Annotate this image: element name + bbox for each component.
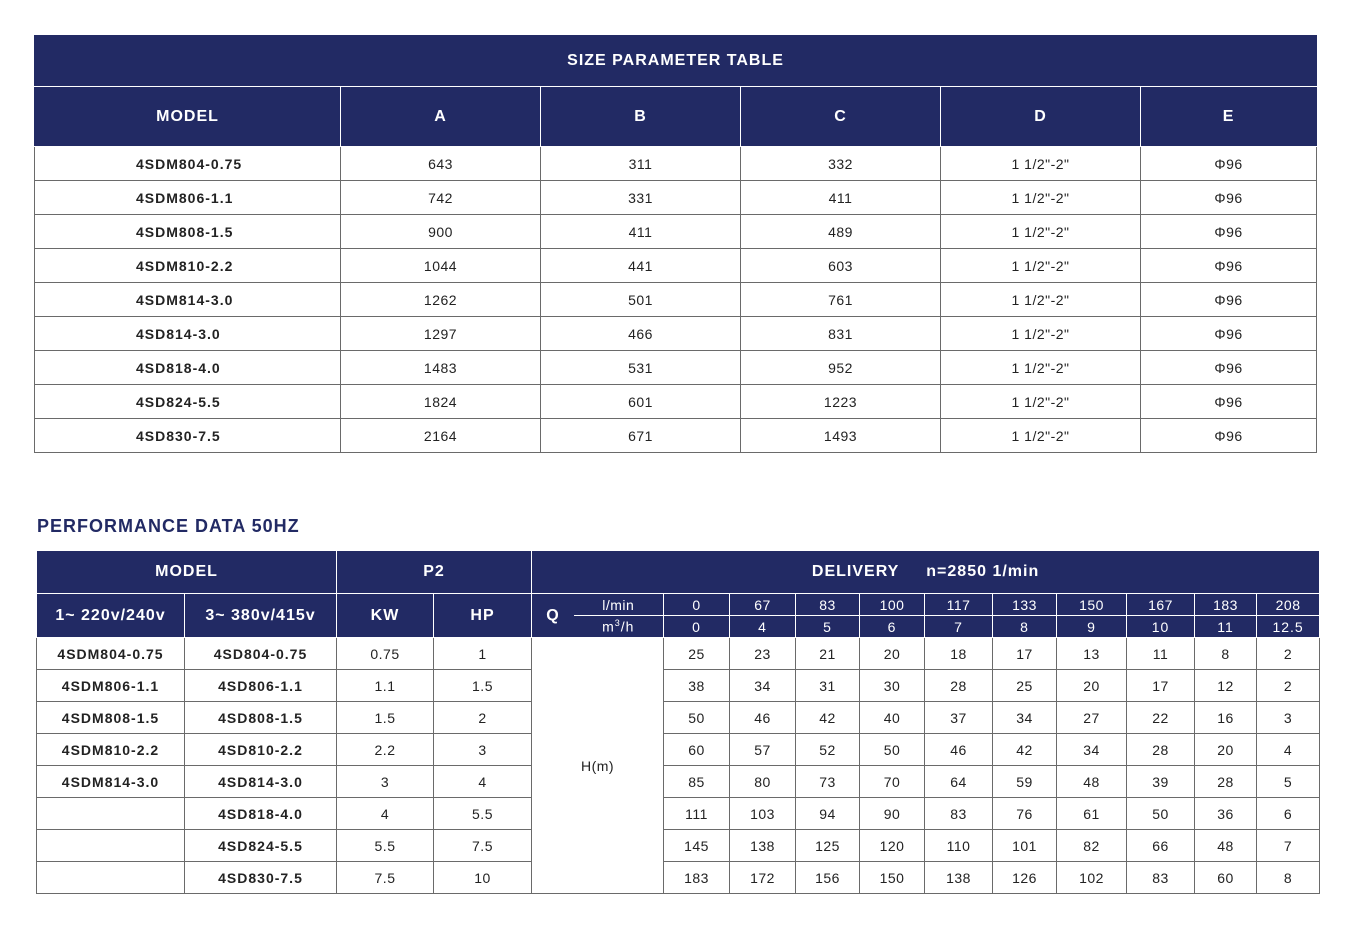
- head-value-cell: 7: [1257, 830, 1320, 862]
- single-phase-model-cell: 4SDM806-1.1: [37, 670, 185, 702]
- m3h-value: 6: [860, 616, 925, 638]
- column-header-a: A: [341, 87, 541, 147]
- head-value-cell: 31: [796, 670, 860, 702]
- head-value-cell: 126: [993, 862, 1057, 894]
- e-cell: Φ96: [1141, 419, 1317, 453]
- e-cell: Φ96: [1141, 351, 1317, 385]
- head-value-cell: 28: [925, 670, 993, 702]
- head-value-cell: 23: [730, 638, 796, 670]
- model-cell: 4SD818-4.0: [35, 351, 341, 385]
- head-value-cell: 11: [1127, 638, 1195, 670]
- q-label: Q: [532, 594, 574, 638]
- head-value-cell: 16: [1195, 702, 1257, 734]
- unit-m3h-superscript: 3: [614, 618, 621, 629]
- table-row: [37, 734, 1320, 766]
- three-phase-model-cell: 4SD818-4.0: [185, 798, 337, 830]
- a-cell: 1297: [341, 317, 541, 351]
- head-value-cell: 6: [1257, 798, 1320, 830]
- d-cell: 1 1/2"-2": [941, 147, 1141, 181]
- head-value-cell: 145: [664, 830, 730, 862]
- lmin-header-row: [37, 594, 1320, 616]
- c-cell: 761: [741, 283, 941, 317]
- kw-cell: 7.5: [337, 862, 434, 894]
- c-cell: 1493: [741, 419, 941, 453]
- a-cell: 1044: [341, 249, 541, 283]
- hp-cell: 10: [434, 862, 532, 894]
- single-phase-model-cell: [37, 798, 185, 830]
- head-label: H(m): [532, 638, 664, 894]
- head-value-cell: 37: [925, 702, 993, 734]
- head-value-cell: 20: [860, 638, 925, 670]
- kw-header: KW: [337, 594, 434, 638]
- single-phase-model-cell: 4SDM804-0.75: [37, 638, 185, 670]
- table-row: [35, 215, 1317, 249]
- lmin-value: 183: [1195, 594, 1257, 616]
- size-table-header-row: [35, 87, 1317, 147]
- e-cell: Φ96: [1141, 215, 1317, 249]
- head-value-cell: 25: [993, 670, 1057, 702]
- head-value-cell: 28: [1127, 734, 1195, 766]
- head-value-cell: 4: [1257, 734, 1320, 766]
- head-value-cell: 21: [796, 638, 860, 670]
- head-value-cell: 150: [860, 862, 925, 894]
- c-cell: 952: [741, 351, 941, 385]
- d-cell: 1 1/2"-2": [941, 283, 1141, 317]
- head-value-cell: 22: [1127, 702, 1195, 734]
- table-row: [35, 385, 1317, 419]
- table-row: [35, 283, 1317, 317]
- head-value-cell: 85: [664, 766, 730, 798]
- a-cell: 643: [341, 147, 541, 181]
- table-row: [37, 638, 1320, 670]
- table-row: [37, 766, 1320, 798]
- e-cell: Φ96: [1141, 147, 1317, 181]
- head-value-cell: 70: [860, 766, 925, 798]
- table-row: [37, 830, 1320, 862]
- m3h-value: 4: [730, 616, 796, 638]
- b-cell: 501: [541, 283, 741, 317]
- head-value-cell: 3: [1257, 702, 1320, 734]
- head-value-cell: 2: [1257, 638, 1320, 670]
- head-value-cell: 28: [1195, 766, 1257, 798]
- head-value-cell: 50: [1127, 798, 1195, 830]
- d-cell: 1 1/2"-2": [941, 419, 1141, 453]
- b-cell: 331: [541, 181, 741, 215]
- head-value-cell: 50: [860, 734, 925, 766]
- head-value-cell: 27: [1057, 702, 1127, 734]
- head-value-cell: 76: [993, 798, 1057, 830]
- d-cell: 1 1/2"-2": [941, 317, 1141, 351]
- b-cell: 311: [541, 147, 741, 181]
- single-phase-model-cell: [37, 862, 185, 894]
- kw-cell: 2.2: [337, 734, 434, 766]
- head-value-cell: 125: [796, 830, 860, 862]
- size-table-title: SIZE PARAMETER TABLE: [35, 36, 1317, 87]
- head-value-cell: 110: [925, 830, 993, 862]
- head-value-cell: 82: [1057, 830, 1127, 862]
- head-value-cell: 83: [1127, 862, 1195, 894]
- head-value-cell: 30: [860, 670, 925, 702]
- model-cell: 4SD814-3.0: [35, 317, 341, 351]
- performance-header-row: [37, 551, 1320, 594]
- m3h-value: 11: [1195, 616, 1257, 638]
- head-value-cell: 13: [1057, 638, 1127, 670]
- head-value-cell: 101: [993, 830, 1057, 862]
- head-value-cell: 60: [664, 734, 730, 766]
- column-header-model: MODEL: [35, 87, 341, 147]
- head-value-cell: 20: [1195, 734, 1257, 766]
- a-cell: 1824: [341, 385, 541, 419]
- c-cell: 332: [741, 147, 941, 181]
- size-parameter-table: [34, 35, 1317, 453]
- unit-m3h: [574, 616, 664, 638]
- c-cell: 831: [741, 317, 941, 351]
- table-row: [35, 419, 1317, 453]
- head-value-cell: 46: [925, 734, 993, 766]
- head-value-cell: 48: [1195, 830, 1257, 862]
- head-value-cell: 73: [796, 766, 860, 798]
- single-phase-model-cell: 4SDM814-3.0: [37, 766, 185, 798]
- table-row: [35, 317, 1317, 351]
- d-cell: 1 1/2"-2": [941, 249, 1141, 283]
- head-value-cell: 94: [796, 798, 860, 830]
- hp-cell: 2: [434, 702, 532, 734]
- single-phase-header: 1~ 220v/240v: [37, 594, 185, 638]
- performance-heading: PERFORMANCE DATA 50HZ: [37, 516, 300, 536]
- head-value-cell: 66: [1127, 830, 1195, 862]
- kw-cell: 0.75: [337, 638, 434, 670]
- a-cell: 1262: [341, 283, 541, 317]
- c-cell: 603: [741, 249, 941, 283]
- three-phase-header: 3~ 380v/415v: [185, 594, 337, 638]
- b-cell: 531: [541, 351, 741, 385]
- head-value-cell: 8: [1257, 862, 1320, 894]
- table-row: [35, 249, 1317, 283]
- model-cell: 4SDM814-3.0: [35, 283, 341, 317]
- lmin-value: 167: [1127, 594, 1195, 616]
- a-cell: 742: [341, 181, 541, 215]
- m3h-value: 7: [925, 616, 993, 638]
- c-cell: 1223: [741, 385, 941, 419]
- head-value-cell: 120: [860, 830, 925, 862]
- lmin-value: 133: [993, 594, 1057, 616]
- b-cell: 441: [541, 249, 741, 283]
- column-header-e: E: [1141, 87, 1317, 147]
- unit-m3h-tail: /h: [620, 618, 635, 635]
- table-row: [35, 147, 1317, 181]
- three-phase-model-cell: 4SD804-0.75: [185, 638, 337, 670]
- single-phase-model-cell: 4SDM808-1.5: [37, 702, 185, 734]
- column-header-b: B: [541, 87, 741, 147]
- head-value-cell: 5: [1257, 766, 1320, 798]
- lmin-value: 208: [1257, 594, 1320, 616]
- hp-cell: 1.5: [434, 670, 532, 702]
- three-phase-model-cell: 4SD810-2.2: [185, 734, 337, 766]
- c-cell: 411: [741, 181, 941, 215]
- delivery-group-header: DELIVERY n=2850 1/min: [532, 551, 1320, 594]
- e-cell: Φ96: [1141, 385, 1317, 419]
- head-value-cell: 12: [1195, 670, 1257, 702]
- head-value-cell: 50: [664, 702, 730, 734]
- head-value-cell: 52: [796, 734, 860, 766]
- head-value-cell: 34: [1057, 734, 1127, 766]
- head-value-cell: 20: [1057, 670, 1127, 702]
- m3h-value: 8: [993, 616, 1057, 638]
- head-value-cell: 17: [993, 638, 1057, 670]
- column-header-c: C: [741, 87, 941, 147]
- lmin-value: 67: [730, 594, 796, 616]
- head-value-cell: 34: [730, 670, 796, 702]
- unit-m3h-base: m: [602, 618, 615, 635]
- head-value-cell: 64: [925, 766, 993, 798]
- e-cell: Φ96: [1141, 181, 1317, 215]
- column-header-d: D: [941, 87, 1141, 147]
- model-cell: 4SDM808-1.5: [35, 215, 341, 249]
- head-value-cell: 25: [664, 638, 730, 670]
- d-cell: 1 1/2"-2": [941, 351, 1141, 385]
- lmin-value: 150: [1057, 594, 1127, 616]
- hp-cell: 1: [434, 638, 532, 670]
- a-cell: 1483: [341, 351, 541, 385]
- d-cell: 1 1/2"-2": [941, 385, 1141, 419]
- head-value-cell: 103: [730, 798, 796, 830]
- head-value-cell: 18: [925, 638, 993, 670]
- kw-cell: 1.1: [337, 670, 434, 702]
- unit-lmin: l/min: [574, 594, 664, 616]
- head-value-cell: 57: [730, 734, 796, 766]
- head-value-cell: 61: [1057, 798, 1127, 830]
- lmin-value: 100: [860, 594, 925, 616]
- e-cell: Φ96: [1141, 283, 1317, 317]
- lmin-value: 83: [796, 594, 860, 616]
- m3h-value: 0: [664, 616, 730, 638]
- head-value-cell: 59: [993, 766, 1057, 798]
- head-value-cell: 8: [1195, 638, 1257, 670]
- hp-cell: 5.5: [434, 798, 532, 830]
- three-phase-model-cell: 4SD830-7.5: [185, 862, 337, 894]
- table-row: [35, 181, 1317, 215]
- kw-cell: 3: [337, 766, 434, 798]
- head-value-cell: 48: [1057, 766, 1127, 798]
- head-value-cell: 111: [664, 798, 730, 830]
- b-cell: 466: [541, 317, 741, 351]
- kw-cell: 4: [337, 798, 434, 830]
- head-value-cell: 138: [730, 830, 796, 862]
- three-phase-model-cell: 4SD814-3.0: [185, 766, 337, 798]
- hp-header: HP: [434, 594, 532, 638]
- head-value-cell: 34: [993, 702, 1057, 734]
- head-value-cell: 183: [664, 862, 730, 894]
- b-cell: 671: [541, 419, 741, 453]
- performance-table: [36, 550, 1320, 894]
- table-row: [37, 702, 1320, 734]
- model-cell: 4SDM804-0.75: [35, 147, 341, 181]
- head-value-cell: 90: [860, 798, 925, 830]
- m3h-value: 12.5: [1257, 616, 1320, 638]
- head-value-cell: 138: [925, 862, 993, 894]
- three-phase-model-cell: 4SD806-1.1: [185, 670, 337, 702]
- model-cell: 4SD830-7.5: [35, 419, 341, 453]
- head-value-cell: 40: [860, 702, 925, 734]
- m3h-value: 9: [1057, 616, 1127, 638]
- model-cell: 4SDM806-1.1: [35, 181, 341, 215]
- model-cell: 4SD824-5.5: [35, 385, 341, 419]
- single-phase-model-cell: [37, 830, 185, 862]
- e-cell: Φ96: [1141, 249, 1317, 283]
- table-row: [37, 862, 1320, 894]
- head-value-cell: 2: [1257, 670, 1320, 702]
- kw-cell: 1.5: [337, 702, 434, 734]
- p2-group-header: P2: [337, 551, 532, 594]
- head-value-cell: 80: [730, 766, 796, 798]
- d-cell: 1 1/2"-2": [941, 181, 1141, 215]
- head-value-cell: 83: [925, 798, 993, 830]
- hp-cell: 3: [434, 734, 532, 766]
- three-phase-model-cell: 4SD824-5.5: [185, 830, 337, 862]
- head-value-cell: 17: [1127, 670, 1195, 702]
- head-value-cell: 38: [664, 670, 730, 702]
- a-cell: 2164: [341, 419, 541, 453]
- three-phase-model-cell: 4SD808-1.5: [185, 702, 337, 734]
- head-value-cell: 42: [796, 702, 860, 734]
- hp-cell: 4: [434, 766, 532, 798]
- head-value-cell: 42: [993, 734, 1057, 766]
- table-row: [37, 798, 1320, 830]
- model-cell: 4SDM810-2.2: [35, 249, 341, 283]
- head-value-cell: 172: [730, 862, 796, 894]
- hp-cell: 7.5: [434, 830, 532, 862]
- table-row: [35, 351, 1317, 385]
- lmin-value: 0: [664, 594, 730, 616]
- b-cell: 411: [541, 215, 741, 249]
- size-table-title-row: [35, 36, 1317, 87]
- kw-cell: 5.5: [337, 830, 434, 862]
- e-cell: Φ96: [1141, 317, 1317, 351]
- head-value-cell: 36: [1195, 798, 1257, 830]
- m3h-value: 5: [796, 616, 860, 638]
- lmin-value: 117: [925, 594, 993, 616]
- d-cell: 1 1/2"-2": [941, 215, 1141, 249]
- head-value-cell: 46: [730, 702, 796, 734]
- single-phase-model-cell: 4SDM810-2.2: [37, 734, 185, 766]
- m3h-value: 10: [1127, 616, 1195, 638]
- model-group-header: MODEL: [37, 551, 337, 594]
- head-value-cell: 102: [1057, 862, 1127, 894]
- table-row: [37, 670, 1320, 702]
- c-cell: 489: [741, 215, 941, 249]
- head-value-cell: 156: [796, 862, 860, 894]
- head-value-cell: 39: [1127, 766, 1195, 798]
- head-value-cell: 60: [1195, 862, 1257, 894]
- a-cell: 900: [341, 215, 541, 249]
- b-cell: 601: [541, 385, 741, 419]
